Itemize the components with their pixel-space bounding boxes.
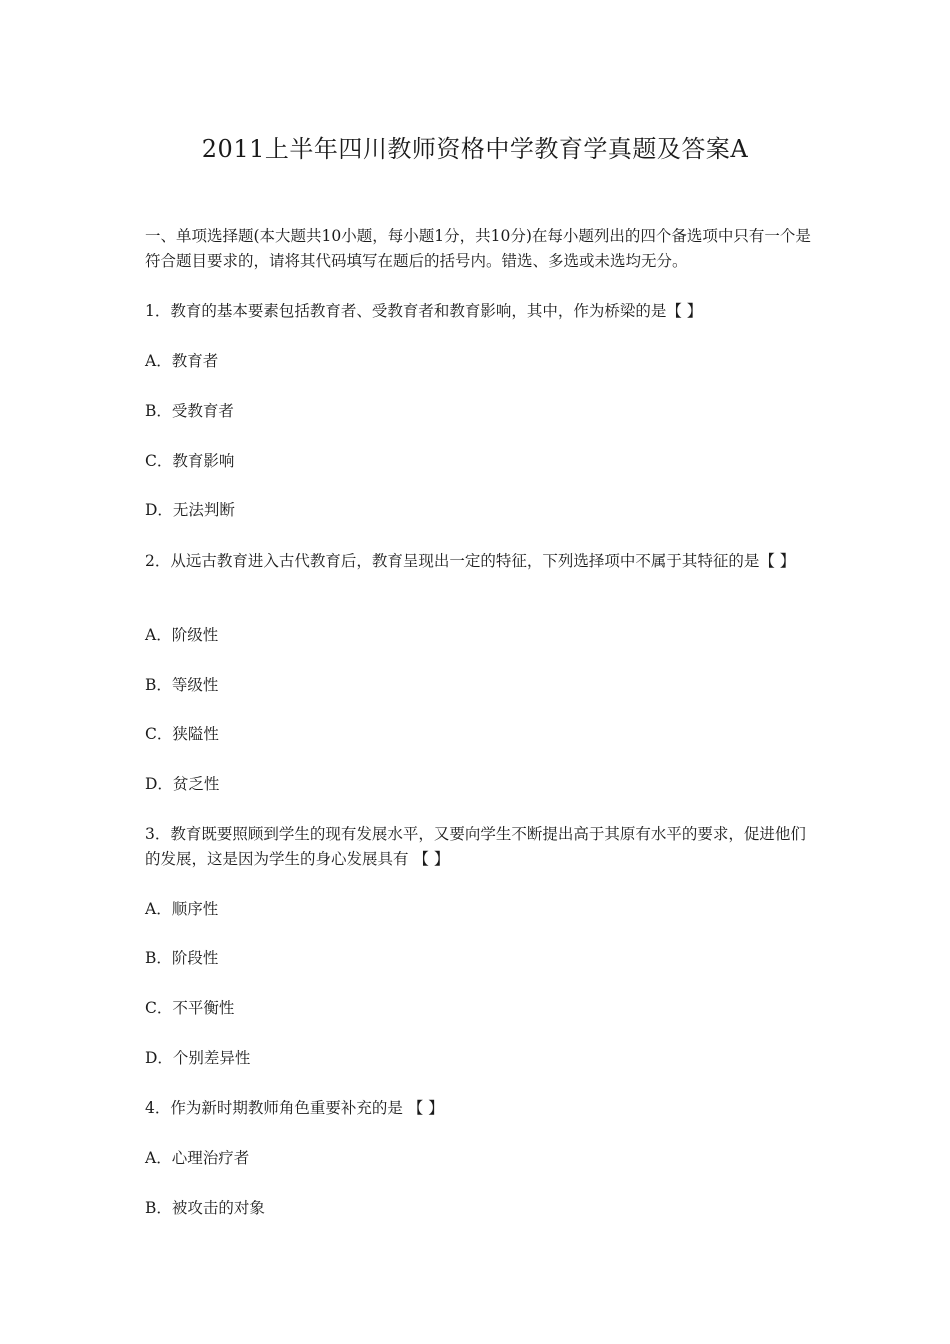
question-4-option-b: B．被攻击的对象 xyxy=(145,1199,265,1217)
section-instructions: 一、单项选择题(本大题共10小题，每小题1分，共10分)在每小题列出的四个备选项中只有一个是符合题目要求的，请将其代码填写在题后的括号内。错选、多选或未选均无分。 xyxy=(145,227,811,270)
document-title: 2011上半年四川教师资格中学教育学真题及答案A xyxy=(201,135,749,163)
question-4-option-a: A．心理治疗者 xyxy=(145,1149,250,1167)
question-3-option-c: C．不平衡性 xyxy=(145,999,235,1017)
question-2-option-a: A．阶级性 xyxy=(145,626,219,644)
question-4-stem: 4．作为新时期教师角色重要补充的是 【 】 xyxy=(145,1099,444,1117)
question-3-option-d: D．个别差异性 xyxy=(145,1049,251,1067)
question-2-stem: 2．从远古教育进入古代教育后，教育呈现出一定的特征，下列选择项中不属于其特征的是【 】 xyxy=(145,552,796,570)
question-1-stem: 1．教育的基本要素包括教育者、受教育者和教育影响，其中，作为桥梁的是【 】 xyxy=(145,302,703,320)
question-1-option-c: C．教育影响 xyxy=(145,452,235,470)
question-2-option-d: D．贫乏性 xyxy=(145,775,220,793)
question-3-option-b: B．阶段性 xyxy=(145,949,219,967)
question-1-option-b: B．受教育者 xyxy=(145,402,234,420)
question-1-option-a: A．教育者 xyxy=(145,352,219,370)
question-2-option-c: C．狭隘性 xyxy=(145,725,219,743)
question-3-stem: 3．教育既要照顾到学生的现有发展水平，又要向学生不断提出高于其原有水平的要求，促进他们的发展，这是因为学生的身心发展具有 【 】 xyxy=(145,825,806,868)
question-1-option-d: D．无法判断 xyxy=(145,501,235,519)
question-2-option-b: B．等级性 xyxy=(145,676,219,694)
question-3-option-a: A．顺序性 xyxy=(145,900,219,918)
